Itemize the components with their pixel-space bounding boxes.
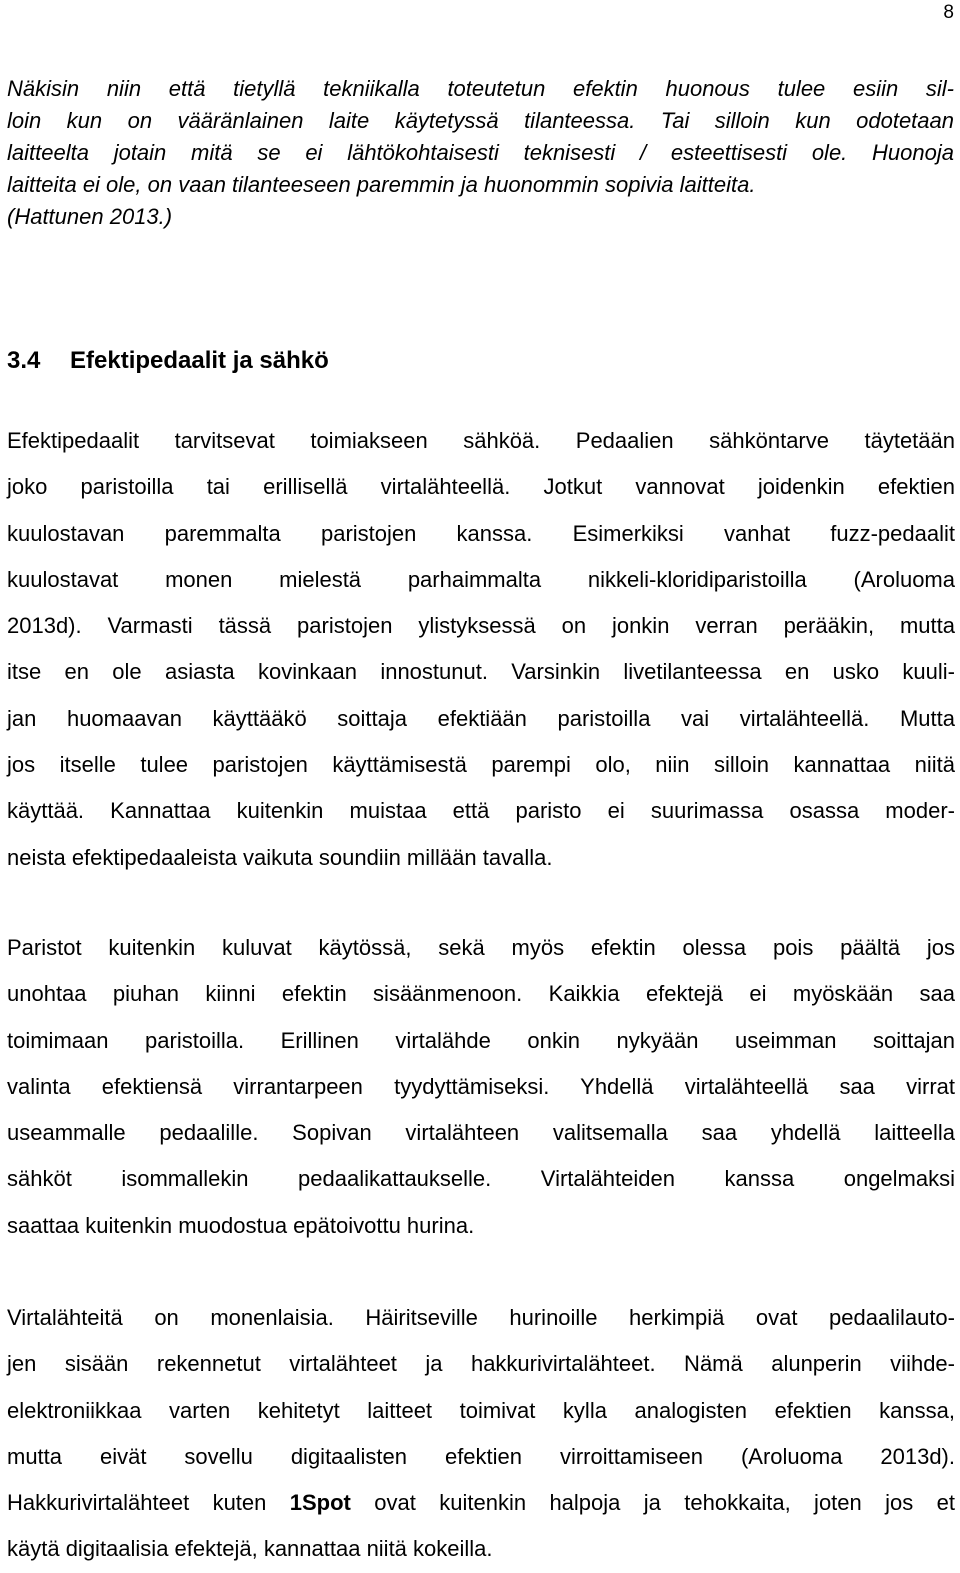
paragraph-line: käyttää. Kannattaa kuitenkin muistaa että paristo ei suurimassa osassa moder- bbox=[7, 798, 955, 824]
paragraph-line: 2013d). Varmasti tässä paristojen ylistyksessä on jonkin verran perääkin, mutta bbox=[7, 613, 955, 639]
paragraph-line: unohtaa piuhan kiinni efektin sisäänmenoon. Kaikkia efektejä ei myöskään saa bbox=[7, 981, 955, 1007]
paragraph-line: saattaa kuitenkin muodostua epätoivottu hurina. bbox=[7, 1212, 475, 1238]
section-title: Efektipedaalit ja sähkö bbox=[70, 347, 329, 374]
body-paragraph bbox=[7, 925, 955, 1249]
quote-line: laitteita ei ole, on vaan tilanteeseen paremmin ja huonommin sopivia laitteita. bbox=[7, 172, 756, 197]
paragraph-line: jen sisään rekennetut virtalähteet ja hakkurivirtalähteet. Nämä alunperin viihde- bbox=[7, 1351, 955, 1377]
paragraph-line bbox=[7, 1480, 955, 1526]
paragraph-line: mutta eivät sovellu digitaalisten efektien virroittamiseen (Aroluoma 2013d). bbox=[7, 1443, 955, 1469]
paragraph-line: itse en ole asiasta kovinkaan innostunut. Varsinkin livetilanteessa en usko kuuli- bbox=[7, 659, 955, 685]
line-text: ovat kuitenkin halpoja ja tehokkaita, joten jos et bbox=[350, 1490, 955, 1516]
quote-line: (Hattunen 2013.) bbox=[7, 204, 173, 229]
quote-line: loin kun on vääränlainen laite käytetyssä tilanteessa. Tai silloin kun odotetaan bbox=[7, 108, 954, 133]
paragraph-line: sähköt isommallekin pedaalikattaukselle. Virtalähteiden kanssa ongelmaksi bbox=[7, 1166, 955, 1192]
line-text: Hakkurivirtalähteet kuten bbox=[7, 1490, 290, 1516]
paragraph-line: Efektipedaalit tarvitsevat toimiakseen sähköä. Pedaalien sähköntarve täytetään bbox=[7, 428, 955, 453]
paragraph-line: Virtalähteitä on monenlaisia. Häiritseville hurinoille herkimpiä ovat pedaalilauto- bbox=[7, 1305, 955, 1330]
paragraph-line: kuulostavan paremmalta paristojen kanssa. Esimerkiksi vanhat fuzz-pedaalit bbox=[7, 520, 955, 546]
section-heading bbox=[7, 345, 329, 377]
paragraph-line: jan huomaavan käyttääkö soittaja efektiään paristoilla vai virtalähteellä. Mutta bbox=[7, 705, 955, 731]
page-number: 8 bbox=[943, 2, 954, 23]
paragraph-line: käytä digitaalisia efektejä, kannattaa niitä kokeilla. bbox=[7, 1536, 493, 1562]
body-paragraph bbox=[7, 1295, 955, 1573]
section-number: 3.4 bbox=[7, 347, 41, 374]
paragraph-line: toimimaan paristoilla. Erillinen virtalähde onkin nykyään useimman soittajan bbox=[7, 1027, 955, 1053]
block-quote bbox=[7, 73, 954, 233]
paragraph-line: useammalle pedaalille. Sopivan virtalähteen valitsemalla saa yhdellä laitteella bbox=[7, 1120, 955, 1146]
quote-line: laitteelta jotain mitä se ei lähtökohtaisesti teknisesti / esteettisesti ole. Huonoja bbox=[7, 140, 954, 165]
paragraph-line: Paristot kuitenkin kuluvat käytössä, sekä myös efektin olessa pois päältä jos bbox=[7, 935, 955, 960]
paragraph-line: elektroniikkaa varten kehitetyt laitteet toimivat kylla analogisten efektien kanssa, bbox=[7, 1397, 955, 1423]
paragraph-line: neista efektipedaaleista vaikuta soundiin millään tavalla. bbox=[7, 844, 553, 870]
body-paragraph bbox=[7, 418, 955, 881]
quote-line: Näkisin niin että tietyllä tekniikalla toteutetun efektin huonous tulee esiin sil- bbox=[7, 76, 954, 101]
paragraph-line: valinta efektiensä virrantarpeen tyydyttämiseksi. Yhdellä virtalähteellä saa virrat bbox=[7, 1073, 955, 1099]
paragraph-line: kuulostavat monen mielestä parhaimmalta nikkeli-kloridiparistoilla (Aroluoma bbox=[7, 566, 955, 592]
product-name: 1Spot bbox=[289, 1490, 351, 1516]
paragraph-line: joko paristoilla tai erillisellä virtalähteellä. Jotkut vannovat joidenkin efektien bbox=[7, 474, 955, 500]
paragraph-line: jos itselle tulee paristojen käyttämisestä parempi olo, niin silloin kannattaa niitä bbox=[7, 752, 955, 778]
